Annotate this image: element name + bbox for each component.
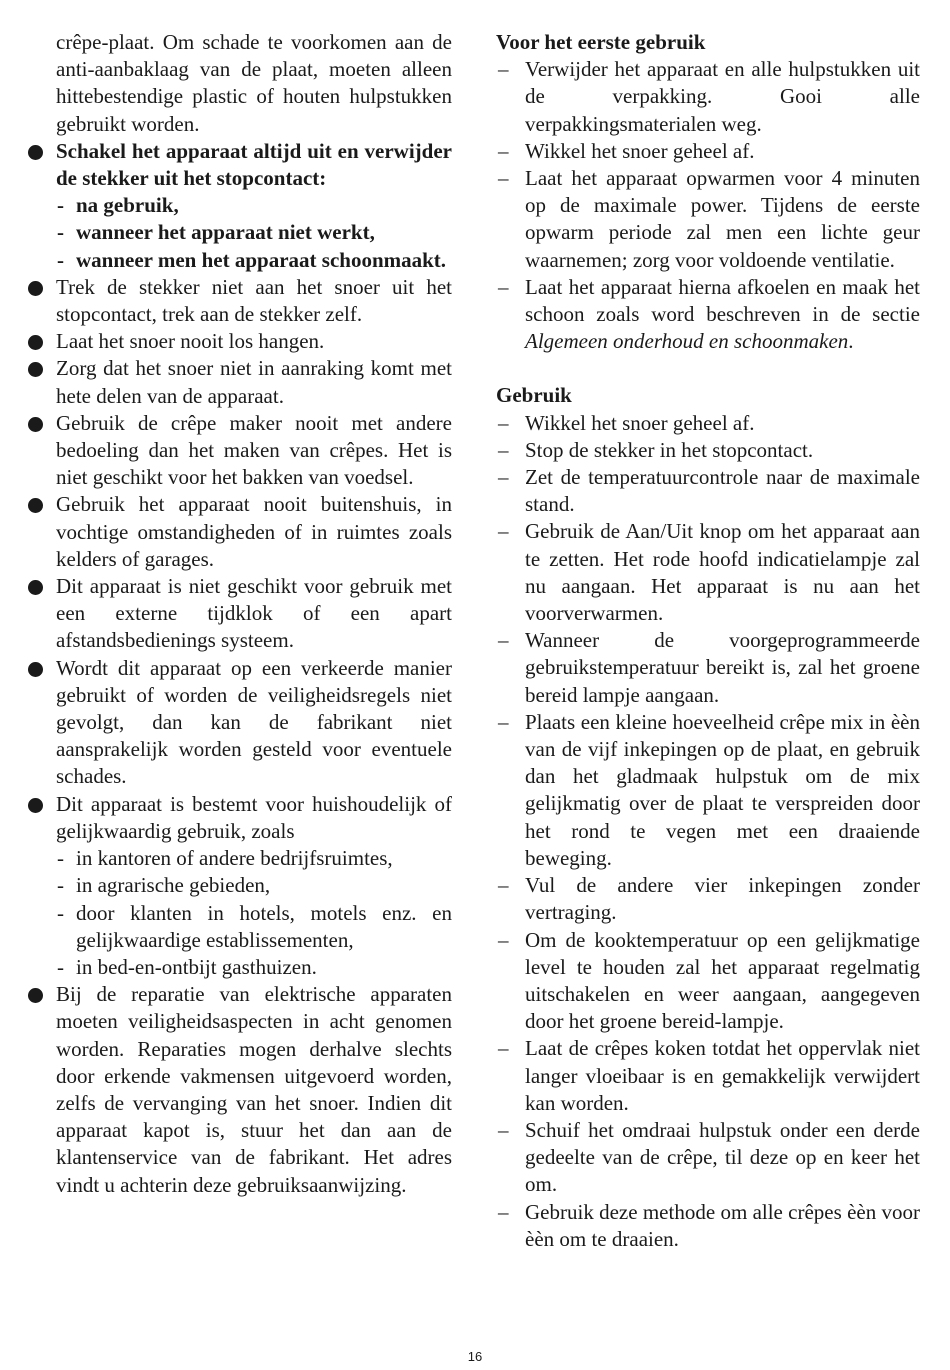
bullet-text: Wordt dit apparaat op een verkeerde manier gebruikt of worden de veiligheidsregels niet gevolgt, dan kan de fabrikant niet aansprakelijk worden gesteld voor eventuele schades.	[56, 655, 452, 789]
left-column	[28, 29, 452, 1199]
bullet-dot-icon	[28, 498, 43, 513]
step-item: – Laat de crêpes koken totdat het oppervlak niet langer vloeibaar is en gemakkelijk verwijdert kan worden.	[498, 1036, 920, 1115]
step-item: – Zet de temperatuurcontrole naar de maximale stand.	[498, 465, 920, 517]
sub-item: - wanneer men het apparaat schoonmaakt.	[57, 247, 447, 272]
bullet-text: Zorg dat het snoer niet in aanraking komt met hete delen van de apparaat.	[56, 356, 452, 408]
bullet-text: Gebruik de crêpe maker nooit met andere bedoeling dan het maken van crêpes. Het is niet geschikt voor het bakken van voedsel.	[56, 410, 452, 490]
bullet-item	[28, 328, 452, 355]
bullet-item	[28, 355, 452, 409]
bullet-item	[28, 138, 452, 192]
bullet-dot-icon	[28, 662, 43, 677]
step-item: – Om de kooktemperatuur op een gelijkmatige level te houden zal het apparaat regelmatig uitschakelen en weer aangaan, aangegeven door het groene bereid-lampje.	[498, 927, 920, 1034]
bullet-item	[28, 981, 452, 1199]
bullet-dot-icon	[28, 281, 43, 296]
step-item: – Plaats een kleine hoeveelheid crêpe mix in èèn van de vijf inkepingen op de plaat, en gebruik dan het gladmaak hulpstuk om de mix gelijkmatig over de plaat te verspreiden door het rond te vegen met een draaiende beweging.	[498, 709, 920, 870]
section-heading-usage: Gebruik	[496, 383, 572, 408]
bullet-item	[28, 410, 452, 492]
bullet-text: Schakel het apparaat altijd uit en verwijder de stekker uit het stopcontact:	[56, 138, 452, 191]
bullet-text: Dit apparaat is bestemt voor huishoudelijk of gelijkwaardig gebruik, zoals	[56, 791, 452, 843]
continuation-paragraph: crêpe-plaat. Om schade te voorkomen aan de anti-aanbaklaag van de plaat, moeten alleen hittebestendige plastic of houten hulpstukken gebruikt worden.	[56, 30, 452, 136]
page-number: 16	[467, 1349, 483, 1364]
step-item: – Wikkel het snoer geheel af.	[498, 410, 755, 435]
step-item: – Laat het apparaat hierna afkoelen en maak het schoon zoals word beschreven in de sectie Algemeen onderhoud en schoonmaken.	[498, 274, 920, 354]
step-item: – Wikkel het snoer geheel af.	[498, 138, 755, 163]
bullet-dot-icon	[28, 145, 43, 160]
step-item: – Wanneer de voorgeprogrammeerde gebruikstemperatuur bereikt is, zal het groene bereid lampje aangaan.	[498, 628, 920, 707]
sub-item: - wanneer het apparaat niet werkt,	[57, 220, 375, 245]
step-item: – Gebruik de Aan/Uit knop om het apparaat aan te zetten. Het rode hoofd indicatielampje zal nu aangaan. Het apparaat is nu aan het voorverwarmen.	[498, 519, 920, 626]
bullet-text: Dit apparaat is niet geschikt voor gebruik met een externe tijdklok of een apart afstandsbedienings systeem.	[56, 574, 452, 653]
sub-item: - in agrarische gebieden,	[57, 873, 271, 898]
bullet-item	[28, 655, 452, 791]
bullet-item	[28, 491, 452, 573]
bullet-text: Gebruik het apparaat nooit buitenshuis, in vochtige omstandigheden of in ruimtes zoals kelders of garages.	[56, 492, 452, 571]
sub-item: - door klanten in hotels, motels enz. en gelijkwaardige establissementen,	[57, 900, 452, 952]
step-item: – Gebruik deze methode om alle crêpes èèn voor èèn om te draaien.	[498, 1199, 920, 1251]
bullet-dot-icon	[28, 580, 43, 595]
bullet-text: Bij de reparatie van elektrische apparaten moeten veiligheidsaspecten in acht genomen worden. Reparaties mogen derhalve slechts door erkende vakmensen uitgevoerd worden, zelfs de vervanging van het snoer. Indien dit apparaat kapot is, stuur het dan aan de klantenservice van de fabrikant. Het adres vindt u achterin deze gebruiksaanwijzing.	[56, 982, 452, 1197]
step-item: – Verwijder het apparaat en alle hulpstukken uit de verpakking. Gooi alle verpakkingsmaterialen weg.	[498, 57, 920, 136]
bullet-text: Laat het snoer nooit los hangen.	[56, 329, 325, 354]
bullet-dot-icon	[28, 417, 43, 432]
bullet-item	[28, 573, 452, 655]
sub-item: - na gebruik,	[57, 193, 179, 218]
bullet-item	[28, 274, 452, 328]
step-item: – Vul de andere vier inkepingen zonder vertraging.	[498, 873, 920, 925]
step-item: – Laat het apparaat opwarmen voor 4 minuten op de maximale power. Tijdens de eerste opwarm periode zal men een lichte geur waarnemen; zorg voor voldoende ventilatie.	[498, 166, 920, 272]
bullet-item	[28, 791, 452, 845]
bullet-text: Trek de stekker niet aan het snoer uit het stopcontact, trek aan de stekker zelf.	[56, 274, 452, 327]
sub-item: - in bed-en-ontbijt gasthuizen.	[57, 954, 317, 979]
bullet-dot-icon	[28, 798, 43, 813]
sub-item: - in kantoren of andere bedrijfsruimtes,	[57, 846, 393, 871]
right-column	[496, 29, 920, 1253]
section-reference: Algemeen onderhoud en schoonmaken	[525, 329, 849, 354]
step-item: – Schuif het omdraai hulpstuk onder een derde gedeelte van de crêpe, til deze op en keer het om.	[498, 1117, 920, 1197]
bullet-dot-icon	[28, 335, 43, 350]
section-heading-first-use: Voor het eerste gebruik	[496, 30, 706, 54]
step-item: – Stop de stekker in het stopcontact.	[498, 437, 814, 462]
bullet-dot-icon	[28, 362, 43, 377]
bullet-dot-icon	[28, 988, 43, 1003]
